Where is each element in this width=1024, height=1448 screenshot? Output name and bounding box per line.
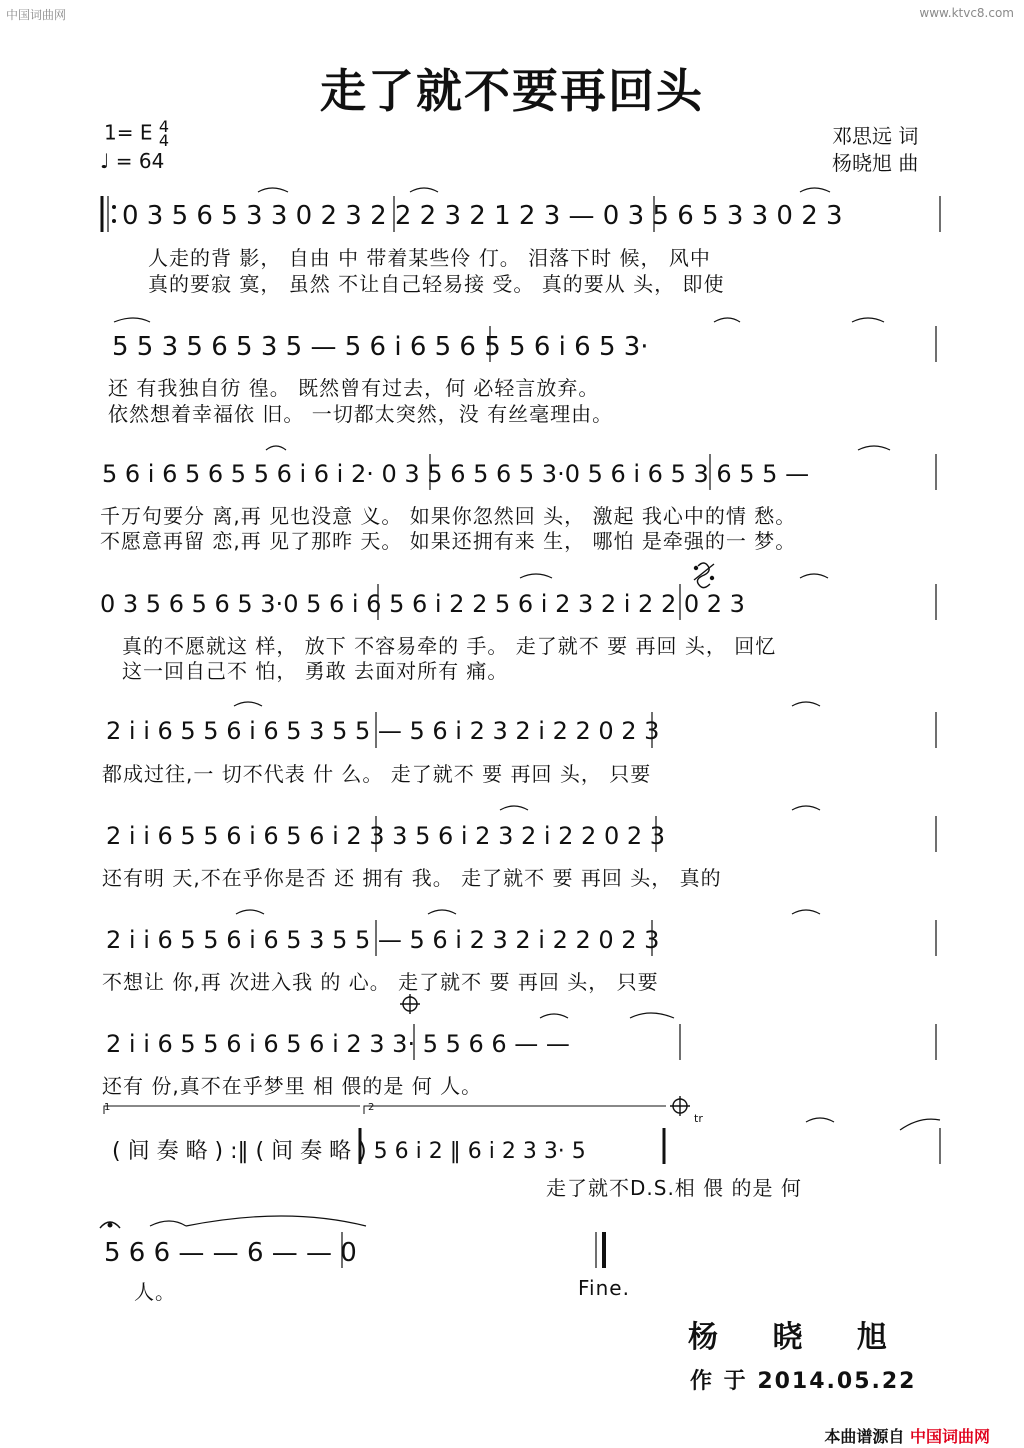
notation-line-7: 2 i i 6 5 5 6 i 6 5 3 5 5 — 5 6 i 2 3 2 i 2 2 0 2 3 bbox=[106, 926, 660, 954]
coda-icon bbox=[400, 994, 420, 1014]
bar-lines-row-7 bbox=[376, 920, 936, 956]
segno-icon bbox=[694, 563, 714, 588]
slurs bbox=[114, 188, 940, 1226]
lyric-line-4a: 真的不愿就这 样， 放下 不容易牵的 手。 走了就不 要 再回 头， 回忆 bbox=[122, 634, 777, 658]
lyric-line-10a: 人。 bbox=[134, 1280, 176, 1304]
quarter-note-icon: ♩ bbox=[100, 149, 110, 173]
source-site-link[interactable]: 中国词曲网 bbox=[909, 1427, 990, 1446]
composition-date: 作 于 2014.05.22 bbox=[690, 1369, 917, 1394]
author-signature: 杨 晓 旭 bbox=[688, 1320, 909, 1355]
lyricist: 邓思远 词 bbox=[832, 124, 919, 148]
bar-lines-row-9 bbox=[360, 1128, 940, 1164]
lyric-line-5a: 都成过往,一 切不代表 什 么。 走了就不 要 再回 头， 只要 bbox=[102, 762, 652, 786]
lyric-line-3b: 不愿意再留 恋,再 见了那昨 天。 如果还拥有来 生， 哪怕 是牵强的一 梦。 bbox=[100, 529, 797, 553]
key-prefix: 1= E bbox=[104, 120, 153, 145]
lyric-line-7a: 不想让 你,再 次进入我 的 心。 走了就不 要 再回 头， 只要 bbox=[102, 970, 659, 994]
tempo-value: = 64 bbox=[115, 149, 165, 173]
bar-lines-row-8 bbox=[414, 1024, 936, 1060]
lyric-line-6a: 还有明 天,不在乎你是否 还 拥有 我。 走了就不 要 再回 头， 真的 bbox=[102, 866, 722, 890]
bar-lines-row-5 bbox=[376, 712, 936, 748]
source-footer bbox=[824, 1424, 990, 1447]
fermata-icon bbox=[100, 1222, 120, 1228]
notation-line-9: ( 间 奏 略 ) :‖ ( 间 奏 略 ) 5 6 i 2 ‖ 6 i 2 3 3· 5 bbox=[112, 1139, 586, 1164]
watermark-left: 中国词曲网 bbox=[6, 8, 67, 22]
lyric-line-1b: 真的要寂 寞， 虽然 不让自己轻易接 受。 真的要从 头， 即使 bbox=[148, 272, 725, 296]
bar-lines-row-3 bbox=[430, 454, 936, 490]
lyric-line-2b: 依然想着幸福依 旧。 一切都太突然，没 有丝毫理由。 bbox=[108, 402, 614, 426]
notation-line-5: 2 i i 6 5 5 6 i 6 5 3 5 5 — 5 6 i 2 3 2 i 2 2 0 2 3 bbox=[106, 717, 660, 745]
source-prefix: 本曲谱源自 bbox=[824, 1427, 905, 1446]
volta-1-label: 1 bbox=[104, 1102, 111, 1113]
watermark-right: www.ktvc8.com bbox=[919, 6, 1014, 20]
notation-line-6: 2 i i 6 5 5 6 i 6 5 6 i 2 3 3 5 6 i 2 3 2 i 2 2 0 2 3 bbox=[106, 822, 666, 850]
lyric-line-3a: 千万句要分 离,再 见也没意 义。 如果你忽然回 头， 激起 我心中的情 愁。 bbox=[100, 504, 797, 528]
coda-icon-2 bbox=[670, 1096, 690, 1116]
notation-line-3: 5 6 i 6 5 6 5 5 6 i 6 i 2· 0 3 5 6 5 6 5 3·0 5 6 i 6 5 3 6 5 5 — bbox=[102, 460, 810, 488]
notation-line-1: 0 3 5 6 5 3 3 0 2 3 2 2 2 3 2 1 2 3 — 0 3 5 6 5 3 3 0 2 3 bbox=[122, 201, 843, 231]
composer: 杨晓旭 曲 bbox=[832, 151, 919, 175]
time-top: 4 bbox=[158, 117, 170, 136]
notation-line-8: 2 i i 6 5 5 6 i 6 5 6 i 2 3 3· 5 5 6 6 — — bbox=[106, 1030, 570, 1058]
bar-lines-row-6 bbox=[376, 816, 936, 852]
bar-lines-row-10 bbox=[342, 1232, 604, 1268]
lyric-line-2a: 还 有我独自彷 徨。 既然曾有过去，何 必轻言放弃。 bbox=[108, 376, 600, 400]
fine-mark: Fine. bbox=[578, 1276, 630, 1300]
notation-line-4: 0 3 5 6 5 6 5 3·0 5 6 i 6 5 6 i 2 2 5 6 i 2 3 2 i 2 2 0 2 3 bbox=[100, 590, 745, 618]
notation-line-10: 5 6 6 — — 6 — — 0 bbox=[104, 1238, 357, 1268]
bar-lines-row-1 bbox=[394, 196, 940, 232]
song-title: 走了就不要再回头 bbox=[320, 64, 704, 118]
lyric-line-4b: 这一回自己不 怕， 勇敢 去面对所有 痛。 bbox=[122, 659, 509, 683]
notation-line-2: 5 5 3 5 6 5 3 5 — 5 6 i 6 5 6 5 5 6 i 6 5 3· bbox=[112, 332, 649, 362]
time-bottom: 4 bbox=[158, 131, 170, 150]
bar-lines-row-4 bbox=[378, 584, 936, 620]
lyric-line-9a: 走了就不D.S.相 偎 的是 何 bbox=[546, 1176, 802, 1200]
lyric-line-8a: 还有 份,真不在乎梦里 相 偎的是 何 人。 bbox=[102, 1074, 483, 1098]
lyric-line-1a: 人走的背 影， 自由 中 带着某些伶 仃。 泪落下时 候， 风中 bbox=[148, 246, 711, 270]
volta-2-label: 2 bbox=[368, 1102, 375, 1113]
bar-lines-row-2 bbox=[490, 326, 936, 362]
trill-label: tr bbox=[694, 1112, 703, 1125]
